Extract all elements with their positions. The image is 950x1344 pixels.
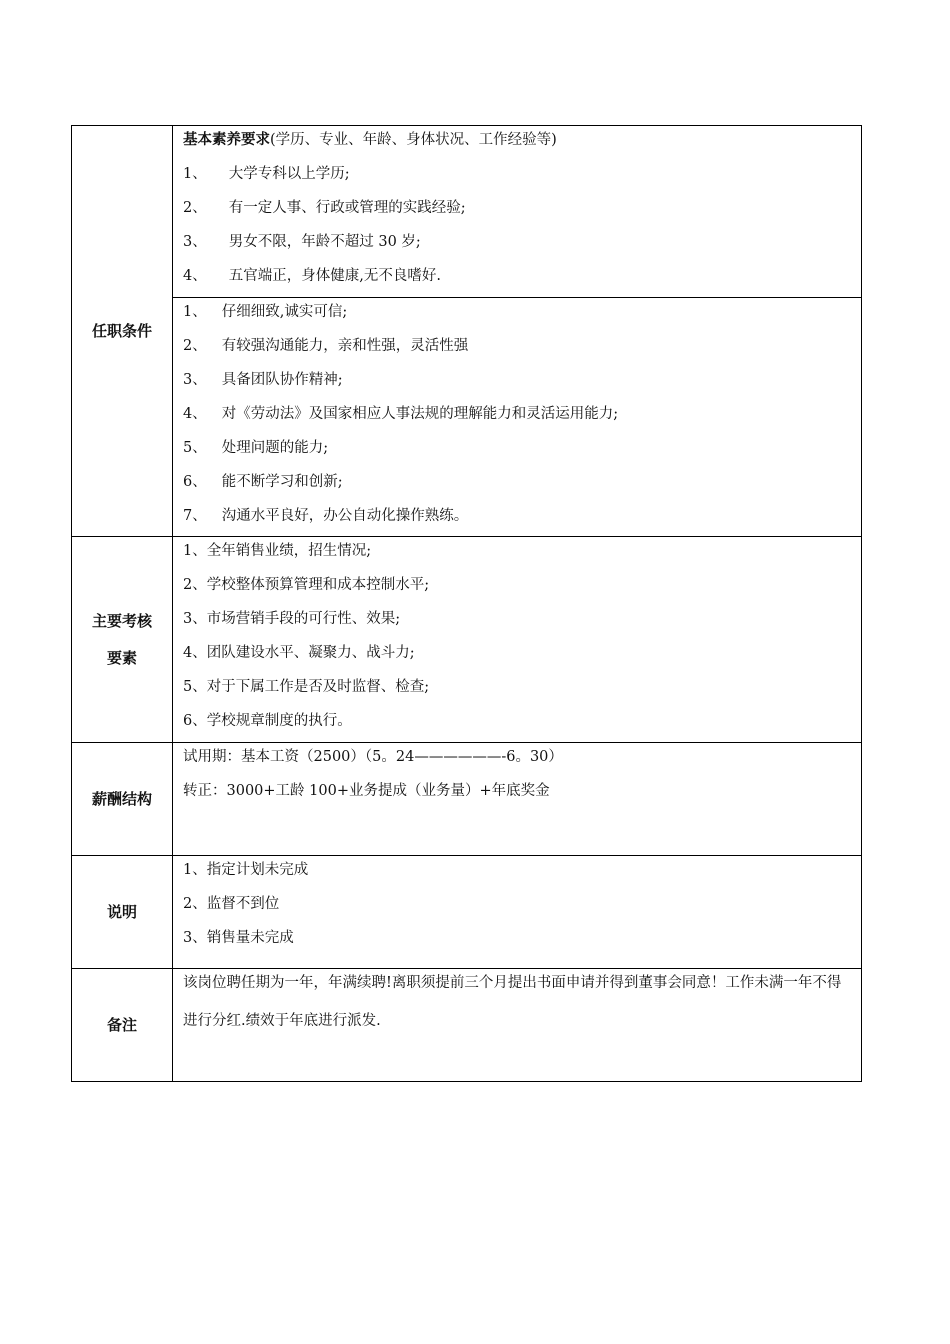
assessment-item: 2、学校整体预算管理和成本控制水平; xyxy=(183,577,430,593)
note-item: 1、指定计划未完成 xyxy=(183,862,309,878)
salary-cell xyxy=(173,743,862,856)
ability-item: 5、 处理问题的能力; xyxy=(183,440,329,456)
salary-probation-line: 试用期：基本工资（2500）（5。24——————-6。30） xyxy=(183,749,563,765)
salary-row xyxy=(72,743,862,856)
note-item: 2、监督不到位 xyxy=(183,896,280,912)
note-item: 3、销售量未完成 xyxy=(183,930,294,946)
assessment-item: 3、市场营销手段的可行性、效果; xyxy=(183,611,401,627)
remarks-cell xyxy=(173,969,862,1082)
assessment-item: 6、学校规章制度的执行。 xyxy=(183,713,352,729)
job-description-table xyxy=(71,125,862,1082)
assessment-items-cell xyxy=(173,537,862,743)
ability-item: 3、 具备团队协作精神; xyxy=(183,372,343,388)
ability-item: 4、 对《劳动法》及国家相应人事法规的理解能力和灵活运用能力; xyxy=(183,406,619,422)
basic-requirements-cell xyxy=(173,126,862,298)
salary-label: 薪酬结构 xyxy=(72,743,173,856)
ability-item: 7、 沟通水平良好，办公自动化操作熟练。 xyxy=(183,508,469,524)
ability-item: 6、 能不断学习和创新; xyxy=(183,474,343,490)
remarks-text: 该岗位聘任期为一年，年满续聘!离职须提前三个月提出书面申请并得到董事会同意！工作未满一年不得进行分红.绩效于年底进行派发. xyxy=(183,975,842,1029)
remarks-row xyxy=(72,969,862,1082)
basic-requirement-item: 4、 五官端正，身体健康,无不良嗜好. xyxy=(183,268,441,284)
qualifications-ability-row xyxy=(72,298,862,537)
assessment-row xyxy=(72,537,862,743)
remarks-label: 备注 xyxy=(72,969,173,1082)
assessment-item: 5、对于下属工作是否及时监督、检查; xyxy=(183,679,430,695)
basic-requirement-item: 2、 有一定人事、行政或管理的实践经验; xyxy=(183,200,466,216)
assessment-item: 4、团队建设水平、凝聚力、战斗力; xyxy=(183,645,415,661)
ability-item: 1、 仔细细致,诚实可信; xyxy=(183,304,348,320)
basic-requirements-title: 基本素养要求 xyxy=(183,131,270,148)
basic-requirement-item: 3、 男女不限，年龄不超过 30 岁; xyxy=(183,234,421,250)
ability-requirements-cell xyxy=(173,298,862,537)
qualifications-label: 任职条件 xyxy=(72,126,173,537)
assessment-label-line2: 要素 xyxy=(106,648,137,667)
basic-requirements-heading xyxy=(183,126,853,160)
qualifications-basic-row xyxy=(72,126,862,298)
notes-cell xyxy=(173,856,862,969)
basic-requirement-item: 1、 大学专科以上学历; xyxy=(183,166,350,182)
notes-row xyxy=(72,856,862,969)
notes-label: 说明 xyxy=(72,856,173,969)
assessment-item: 1、全年销售业绩，招生情况; xyxy=(183,543,372,559)
ability-item: 2、 有较强沟通能力，亲和性强，灵活性强 xyxy=(183,338,469,354)
assessment-label-line1: 主要考核 xyxy=(91,611,152,630)
basic-requirements-title-suffix: (学历、专业、年龄、身体状况、工作经验等) xyxy=(270,132,557,148)
assessment-label xyxy=(72,537,173,743)
salary-regular-line: 转正：3000+工龄 100+业务提成（业务量）+年底奖金 xyxy=(183,783,550,799)
